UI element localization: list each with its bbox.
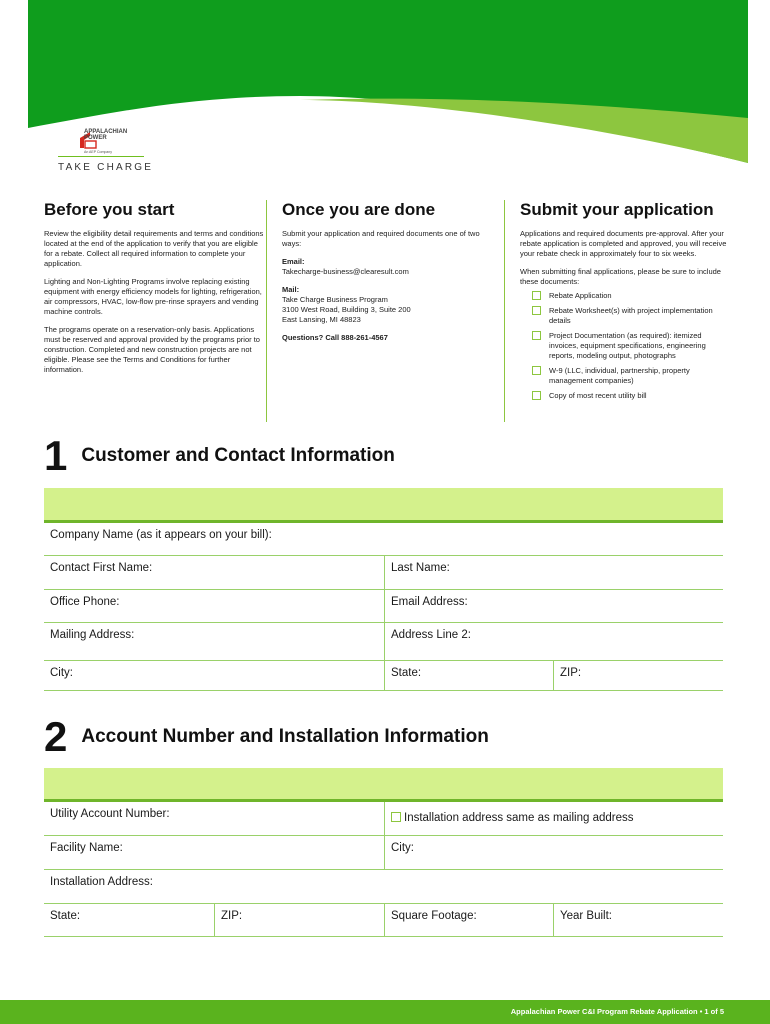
- mail-address-line-1: Take Charge Business Program: [282, 295, 388, 304]
- mailing-address-field[interactable]: [44, 623, 384, 660]
- last-name-field[interactable]: [384, 556, 723, 589]
- installation-state-field[interactable]: [44, 904, 214, 936]
- field-label: Company Name (as it appears on your bill):: [50, 529, 272, 541]
- installation-city-field[interactable]: [384, 836, 723, 869]
- section-1-heading: [44, 432, 395, 479]
- checkbox[interactable]: [532, 331, 541, 340]
- logo-divider: [58, 156, 144, 157]
- logo-name: APPALACHIAN POWER: [84, 129, 128, 141]
- square-footage-field[interactable]: [384, 904, 553, 936]
- field-label: Mailing Address:: [50, 629, 135, 641]
- section-number: 1: [44, 432, 68, 479]
- form-row: [44, 556, 723, 590]
- field-label: City:: [50, 667, 73, 679]
- email-label: Email:: [282, 257, 305, 266]
- form-row: [44, 661, 723, 691]
- logo-subtitle: An AEP Company: [84, 150, 112, 154]
- zip-field[interactable]: [553, 661, 723, 690]
- mail-label: Mail:: [282, 285, 300, 294]
- document-label: Rebate Worksheet(s) with project implementation details: [549, 306, 713, 325]
- before-paragraph-1: Review the eligibility detail requirements and terms and conditions located at the end of the application to verify that you are eligible for a rebate. Collect all required information to complete your application.: [44, 229, 264, 268]
- same-as-mailing-option[interactable]: [384, 802, 723, 835]
- document-label: Project Documentation (as required): itemized invoices, equipment specifications, engineering reports, modeling output, photographs: [549, 331, 706, 360]
- field-label: Email Address:: [391, 596, 468, 608]
- form-row: [44, 523, 723, 556]
- field-label: State:: [391, 667, 422, 679]
- address-line-2-field[interactable]: [384, 623, 723, 660]
- before-you-start-heading: Before you start: [44, 200, 175, 219]
- document-item: [532, 331, 730, 361]
- form-row: [44, 802, 723, 836]
- city-field[interactable]: [44, 661, 384, 690]
- document-label: Copy of most recent utility bill: [549, 391, 647, 400]
- checkbox[interactable]: [532, 291, 541, 300]
- before-paragraph-3: The programs operate on a reservation-only basis. Applications must be reserved and approval provided by the programs prior to construction. Completed and new construction projects are not eligible. Please see the Terms and Conditions for further information.: [44, 325, 260, 374]
- submit-application-column: [520, 200, 730, 406]
- footer-text: Appalachian Power C&I Program Rebate Application • 1 of 5: [510, 1007, 724, 1016]
- document-item: [532, 366, 730, 386]
- company-logo: [58, 126, 158, 176]
- field-label: Square Footage:: [391, 910, 477, 922]
- installation-zip-field[interactable]: [214, 904, 384, 936]
- field-label: Facility Name:: [50, 842, 123, 854]
- submit-paragraph-2: When submitting final applications, please be sure to include these documents:: [520, 267, 721, 286]
- contact-first-name-field[interactable]: [44, 556, 384, 589]
- state-field[interactable]: [384, 661, 553, 690]
- field-label: Last Name:: [391, 562, 450, 574]
- field-label: Utility Account Number:: [50, 808, 170, 820]
- column-divider: [504, 200, 505, 422]
- document-label: W-9 (LLC, individual, partnership, property management companies): [549, 366, 690, 385]
- document-item: [532, 291, 730, 301]
- field-label: State:: [50, 910, 81, 922]
- form-row: [44, 590, 723, 623]
- document-item: [532, 391, 730, 401]
- checkbox[interactable]: [391, 812, 401, 822]
- section-title: Customer and Contact Information: [81, 445, 395, 466]
- before-you-start-column: [44, 200, 266, 383]
- mail-address-line-3: East Lansing, MI 48823: [282, 315, 361, 324]
- section-number: 2: [44, 713, 68, 760]
- checkbox[interactable]: [532, 306, 541, 315]
- section-title: Account Number and Installation Information: [81, 726, 489, 747]
- section-2-heading: [44, 713, 489, 760]
- document-item: [532, 306, 730, 326]
- once-you-are-done-column: [282, 200, 492, 351]
- company-name-field[interactable]: [44, 523, 723, 555]
- submit-application-heading: Submit your application: [520, 200, 714, 219]
- mail-address-line-2: 3100 West Road, Building 3, Suite 200: [282, 305, 411, 314]
- column-divider: [266, 200, 267, 422]
- section-1-bar: [44, 488, 723, 523]
- installation-address-field[interactable]: [44, 870, 723, 903]
- field-label: ZIP:: [560, 667, 582, 679]
- form-row: [44, 836, 723, 870]
- submit-paragraph-1: Applications and required documents pre-approval. After your rebate application is completed and approved, you will receive your rebate check in approximately four to six weeks.: [520, 229, 727, 258]
- before-paragraph-2: Lighting and Non-Lighting Programs involve replacing existing equipment with energy efficiency models for lighting, refrigeration, air compressors, HVAC, low-flow pre-rinse sprayers and vending machine controls.: [44, 277, 262, 316]
- questions-phone: Questions? Call 888-261-4567: [282, 333, 388, 342]
- logo-tagline: TAKE CHARGE: [58, 162, 154, 173]
- form-row: [44, 623, 723, 661]
- field-label: Installation Address:: [50, 876, 153, 888]
- email-link[interactable]: Takecharge-business@clearesult.com: [282, 267, 409, 276]
- year-built-field[interactable]: [553, 904, 723, 936]
- done-paragraph-1: Submit your application and required documents one of two ways:: [282, 229, 480, 248]
- email-address-field[interactable]: [384, 590, 723, 622]
- form-row: [44, 870, 723, 904]
- field-label: City:: [391, 842, 414, 854]
- utility-account-number-field[interactable]: [44, 802, 384, 835]
- document-label: Rebate Application: [549, 291, 612, 300]
- field-label: Address Line 2:: [391, 629, 471, 641]
- section-2-bar: [44, 768, 723, 802]
- checkbox[interactable]: [532, 391, 541, 400]
- field-label: Year Built:: [560, 910, 612, 922]
- checkbox[interactable]: [532, 366, 541, 375]
- facility-name-field[interactable]: [44, 836, 384, 869]
- required-documents-list: [532, 291, 730, 401]
- form-row: [44, 904, 723, 937]
- office-phone-field[interactable]: [44, 590, 384, 622]
- field-label: Contact First Name:: [50, 562, 153, 574]
- once-you-are-done-heading: Once you are done: [282, 200, 436, 219]
- checkbox-label: Installation address same as mailing address: [404, 812, 634, 824]
- field-label: ZIP:: [221, 910, 243, 922]
- page-footer: [0, 1000, 770, 1024]
- field-label: Office Phone:: [50, 596, 120, 608]
